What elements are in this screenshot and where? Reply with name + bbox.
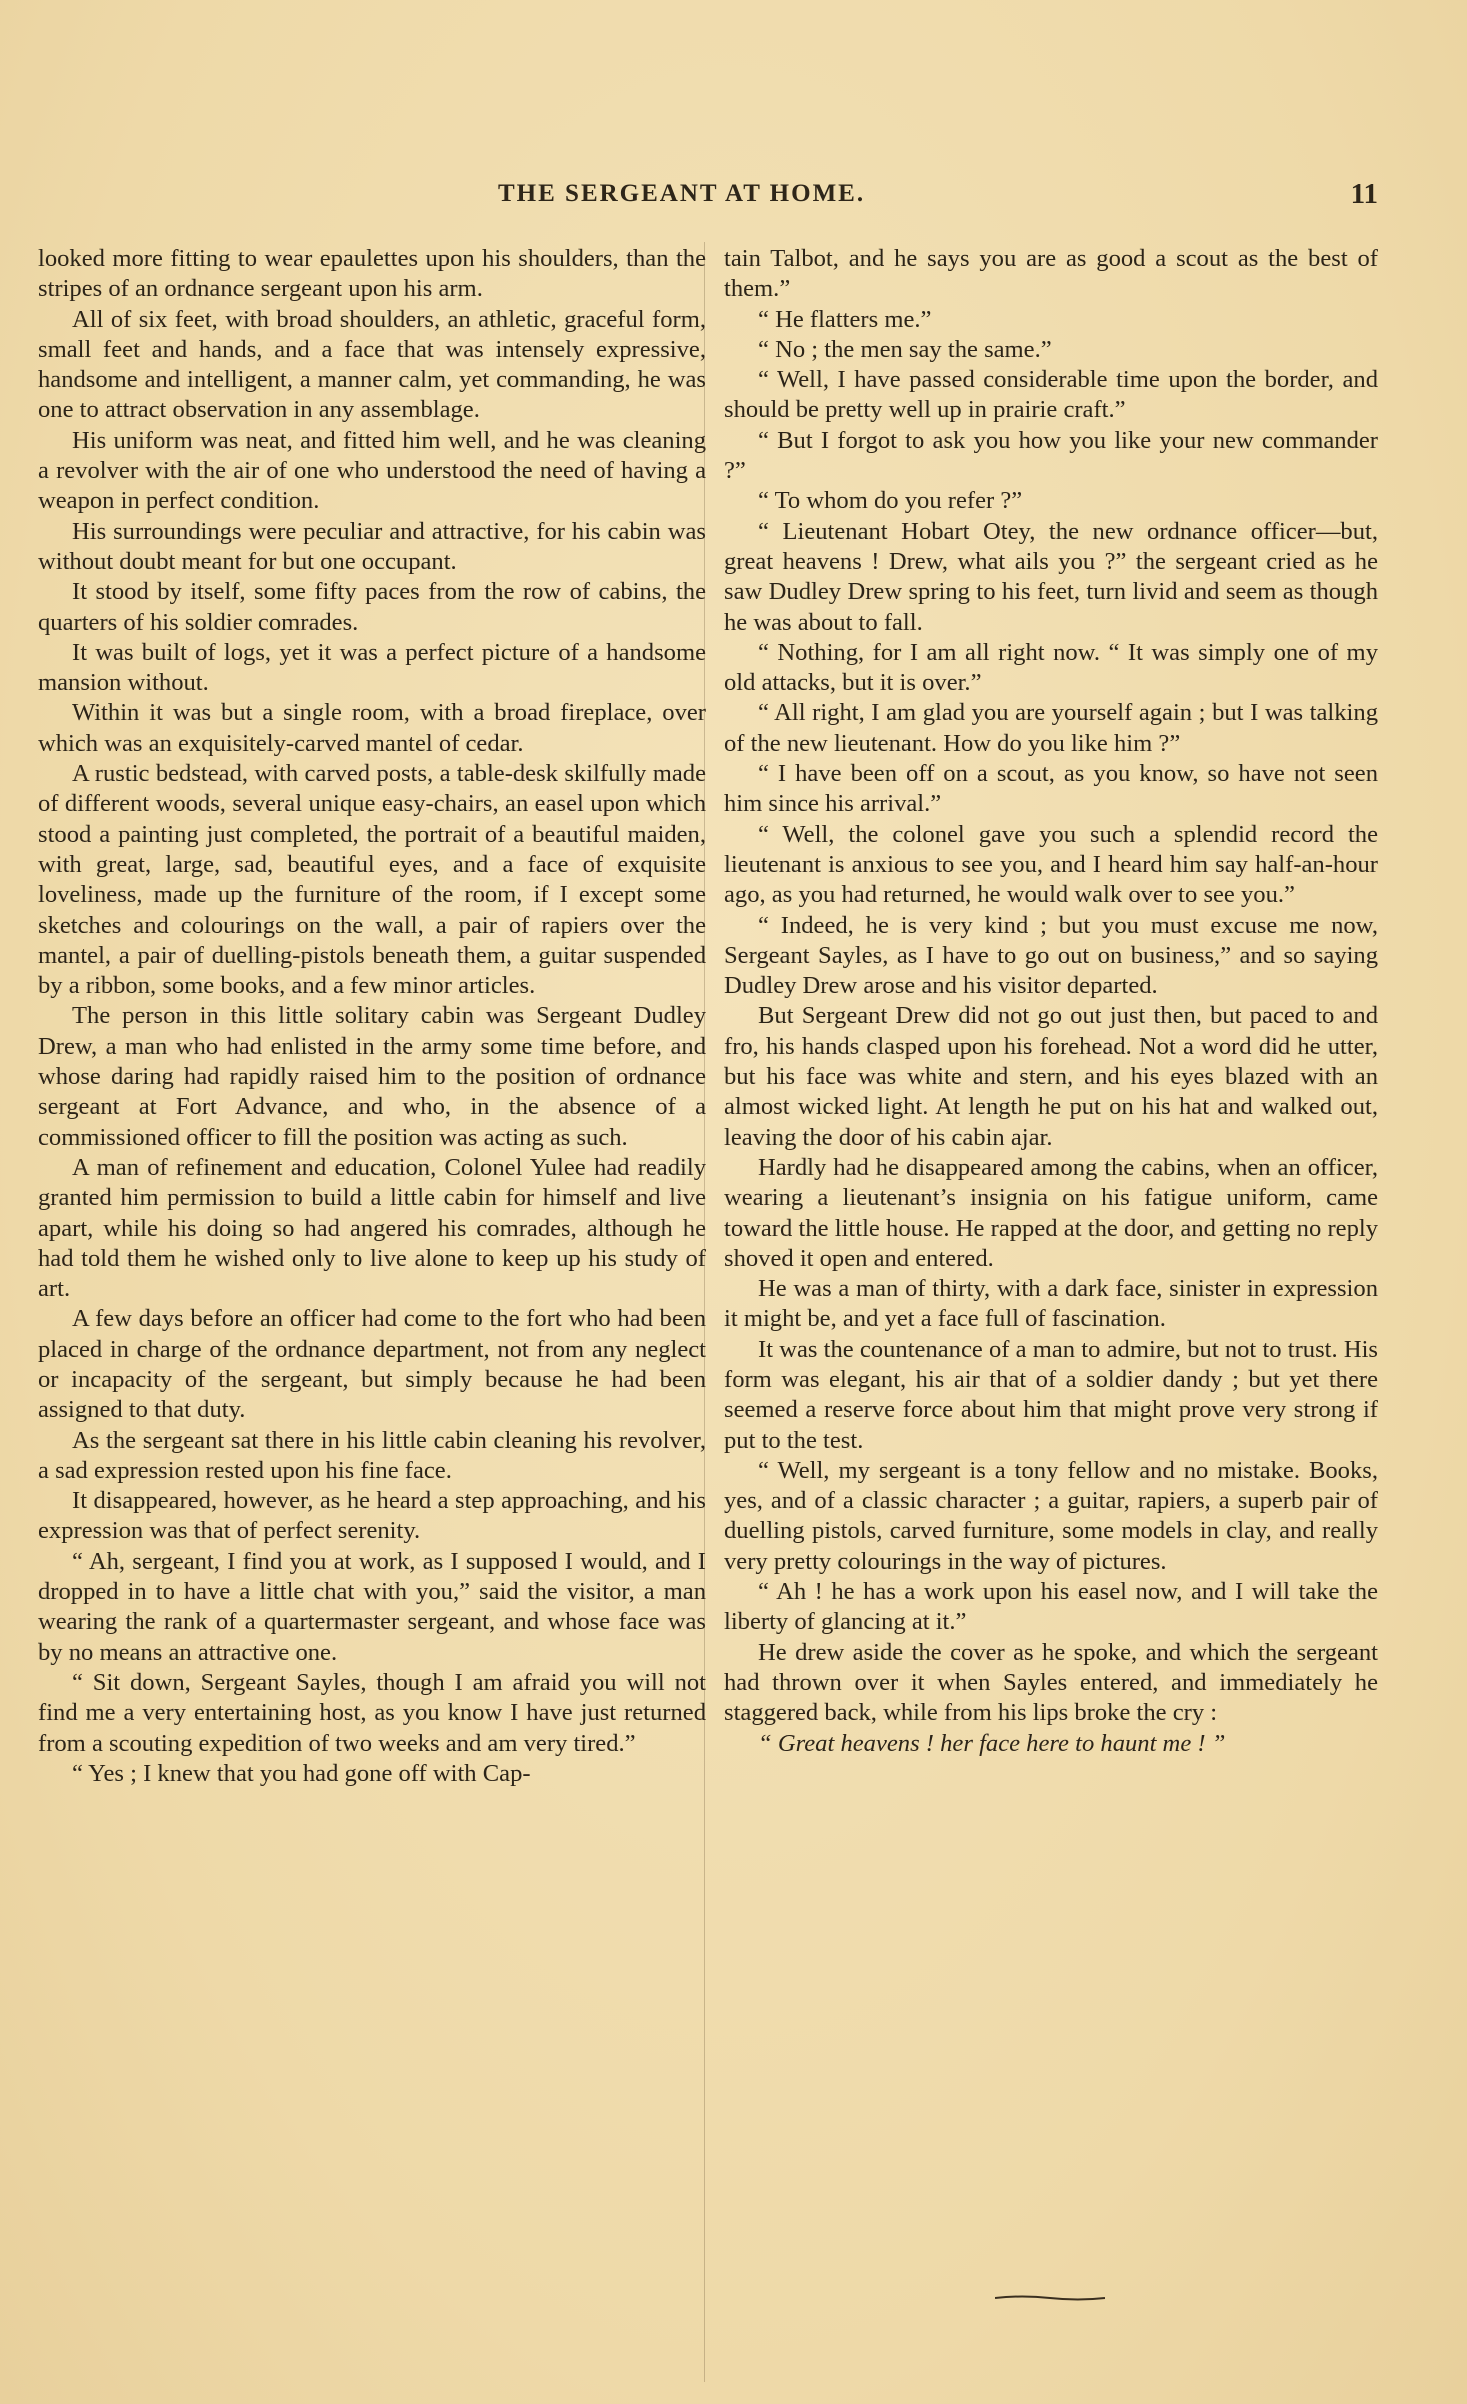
paragraph: “ Lieutenant Hobart Otey, the new ordnance officer—but, great heavens ! Drew, what ails you ?” the sergeant cried as he saw Dudley Drew spring to his feet, turn livid and seem as though he was about to fall. [724,517,1378,636]
page-header [38,178,1378,218]
paragraph: It was built of logs, yet it was a perfect picture of a handsome mansion without. [38,638,706,697]
paragraph: It disappeared, however, as he heard a step approaching, and his expression was that of perfect serenity. [38,1487,706,1545]
paragraph: “ Ah, sergeant, I find you at work, as I supposed I would, and I dropped in to have a little chat with you,” said the visitor, a man wearing the rank of a quartermaster sergeant, and whose face was by no means an attractive one. [38,1547,706,1666]
section-end-ornament [995,2295,1105,2301]
paragraph: It was the countenance of a man to admire, but not to trust. His form was elegant, his air that of a soldier dandy ; but yet there seemed a reserve force about him that might prove very strong if put to the test. [724,1335,1378,1454]
paragraph: “ Ah ! he has a work upon his easel now, and I will take the liberty of glancing at it.” [724,1578,1378,1636]
paragraph: “ All right, I am glad you are yourself again ; but I was talking of the new lieutenant. How do you like him ?” [724,699,1378,757]
paragraph: A few days before an officer had come to the fort who had been placed in charge of the ordnance department, not from any neglect or incapacity of the sergeant, but simply because he had been assigned to that duty. [38,1305,706,1424]
paragraph: “ I have been off on a scout, as you know, so have not seen him since his arrival.” [724,760,1378,818]
paragraph: “ Well, the colonel gave you such a splendid record the lieutenant is anxious to see you, and I heard him say half-an-hour ago, as you had returned, he would walk over to see you.” [724,820,1378,909]
paragraph: His uniform was neat, and fitted him well, and he was cleaning a revolver with the air of one who understood the need of having a weapon in perfect condition. [38,426,706,515]
paragraph: “ No ; the men say the same.” [758,335,1052,363]
left-column [38,244,706,1789]
paragraph: But Sergeant Drew did not go out just then, but paced to and fro, his hands clasped upon his forehead. Not a word did he utter, but his face was white and stern, and his eyes blazed with an almost wicked light. At length he put on his hat and walked out, leaving the door of his cabin ajar. [724,1002,1378,1151]
paragraph: His surroundings were peculiar and attractive, for his cabin was without doubt meant for but one occupant. [38,517,706,575]
paragraph: “ Well, my sergeant is a tony fellow and no mistake. Books, yes, and of a classic character ; a guitar, rapiers, a superb pair of duelling pistols, carved furniture, some models in clay, and really very pretty colourings in the way of pictures. [724,1456,1378,1575]
paragraph: Within it was but a single room, with a broad fireplace, over which was an exquisitely-carved mantel of cedar. [38,699,706,757]
paragraph: “ Well, I have passed considerable time upon the border, and should be pretty well up in prairie craft.” [724,366,1378,424]
paragraph: All of six feet, with broad shoulders, an athletic, graceful form, small feet and hands, and a face that was intensely expressive, handsome and intelligent, a manner calm, yet commanding, he was one to attract observation in any assemblage. [38,305,706,424]
paragraph: It stood by itself, some fifty paces from the row of cabins, the quarters of his soldier comrades. [38,578,706,636]
paragraph: “ He flatters me.” [758,305,932,333]
paragraph: “ Sit down, Sergeant Sayles, though I am afraid you will not find me a very entertaining host, as you know I have just returned from a scouting expedition of two weeks and am very tired.” [38,1668,706,1757]
paragraph: tain Talbot, and he says you are as good a scout as the best of them.” [724,245,1378,303]
paragraph: “ But I forgot to ask you how you like your new commander ?” [724,426,1378,485]
paragraph: looked more fitting to wear epaulettes upon his shoulders, than the stripes of an ordnance sergeant upon his arm. [38,245,706,303]
paragraph: He drew aside the cover as he spoke, and which the sergeant had thrown over it when Sayles entered, and immediately he staggered back, while from his lips broke the cry : [724,1638,1378,1727]
paragraph: He was a man of thirty, with a dark face, sinister in expression it might be, and yet a face full of fascination. [724,1275,1378,1333]
paragraph: “ Yes ; I knew that you had gone off with Cap- [72,1759,531,1787]
paragraph: The person in this little solitary cabin was Sergeant Dudley Drew, a man who had enlisted in the army some time before, and whose daring had rapidly raised him to the position of ordnance sergeant at Fort Advance, and who, in the absence of a commissioned officer to fill the position was acting as such. [38,1002,706,1151]
paragraph: “ Great heavens ! her face here to haunt me ! ” [758,1729,1226,1757]
right-column [724,244,1378,1759]
paragraph: A man of refinement and education, Colonel Yulee had readily granted him permission to build a little cabin for himself and live apart, while his doing so had angered his comrades, although he had told them he wished only to live alone to keep up his study of art. [38,1153,706,1303]
running-title: THE SERGEANT AT HOME. [498,180,866,207]
paragraph: “ To whom do you refer ?” [758,487,1023,515]
page-number: 11 [1350,178,1378,210]
paragraph: Hardly had he disappeared among the cabins, when an officer, wearing a lieutenant’s insignia on his fatigue uniform, came toward the little house. He rapped at the door, and getting no reply shoved it open and entered. [724,1153,1378,1272]
paragraph: “ Indeed, he is very kind ; but you must excuse me now, Sergeant Sayles, as I have to go out on business,” and so saying Dudley Drew arose and his visitor departed. [724,911,1378,1000]
paragraph: “ Nothing, for I am all right now. “ It was simply one of my old attacks, but it is over.” [724,638,1378,697]
paragraph: As the sergeant sat there in his little cabin cleaning his revolver, a sad expression rested upon his fine face. [38,1426,706,1484]
paragraph: A rustic bedstead, with carved posts, a table-desk skilfully made of different woods, several unique easy-chairs, an easel upon which stood a painting just completed, the portrait of a beautiful maiden, with great, large, sad, beautiful eyes, and a face of exquisite loveliness, made up the furniture of the room, if I except some sketches and colourings on the wall, a pair of rapiers over the mantel, a pair of duelling-pistols beneath them, a guitar suspended by a ribbon, some books, and a few minor articles. [38,760,706,1000]
column-divider [704,242,705,2382]
